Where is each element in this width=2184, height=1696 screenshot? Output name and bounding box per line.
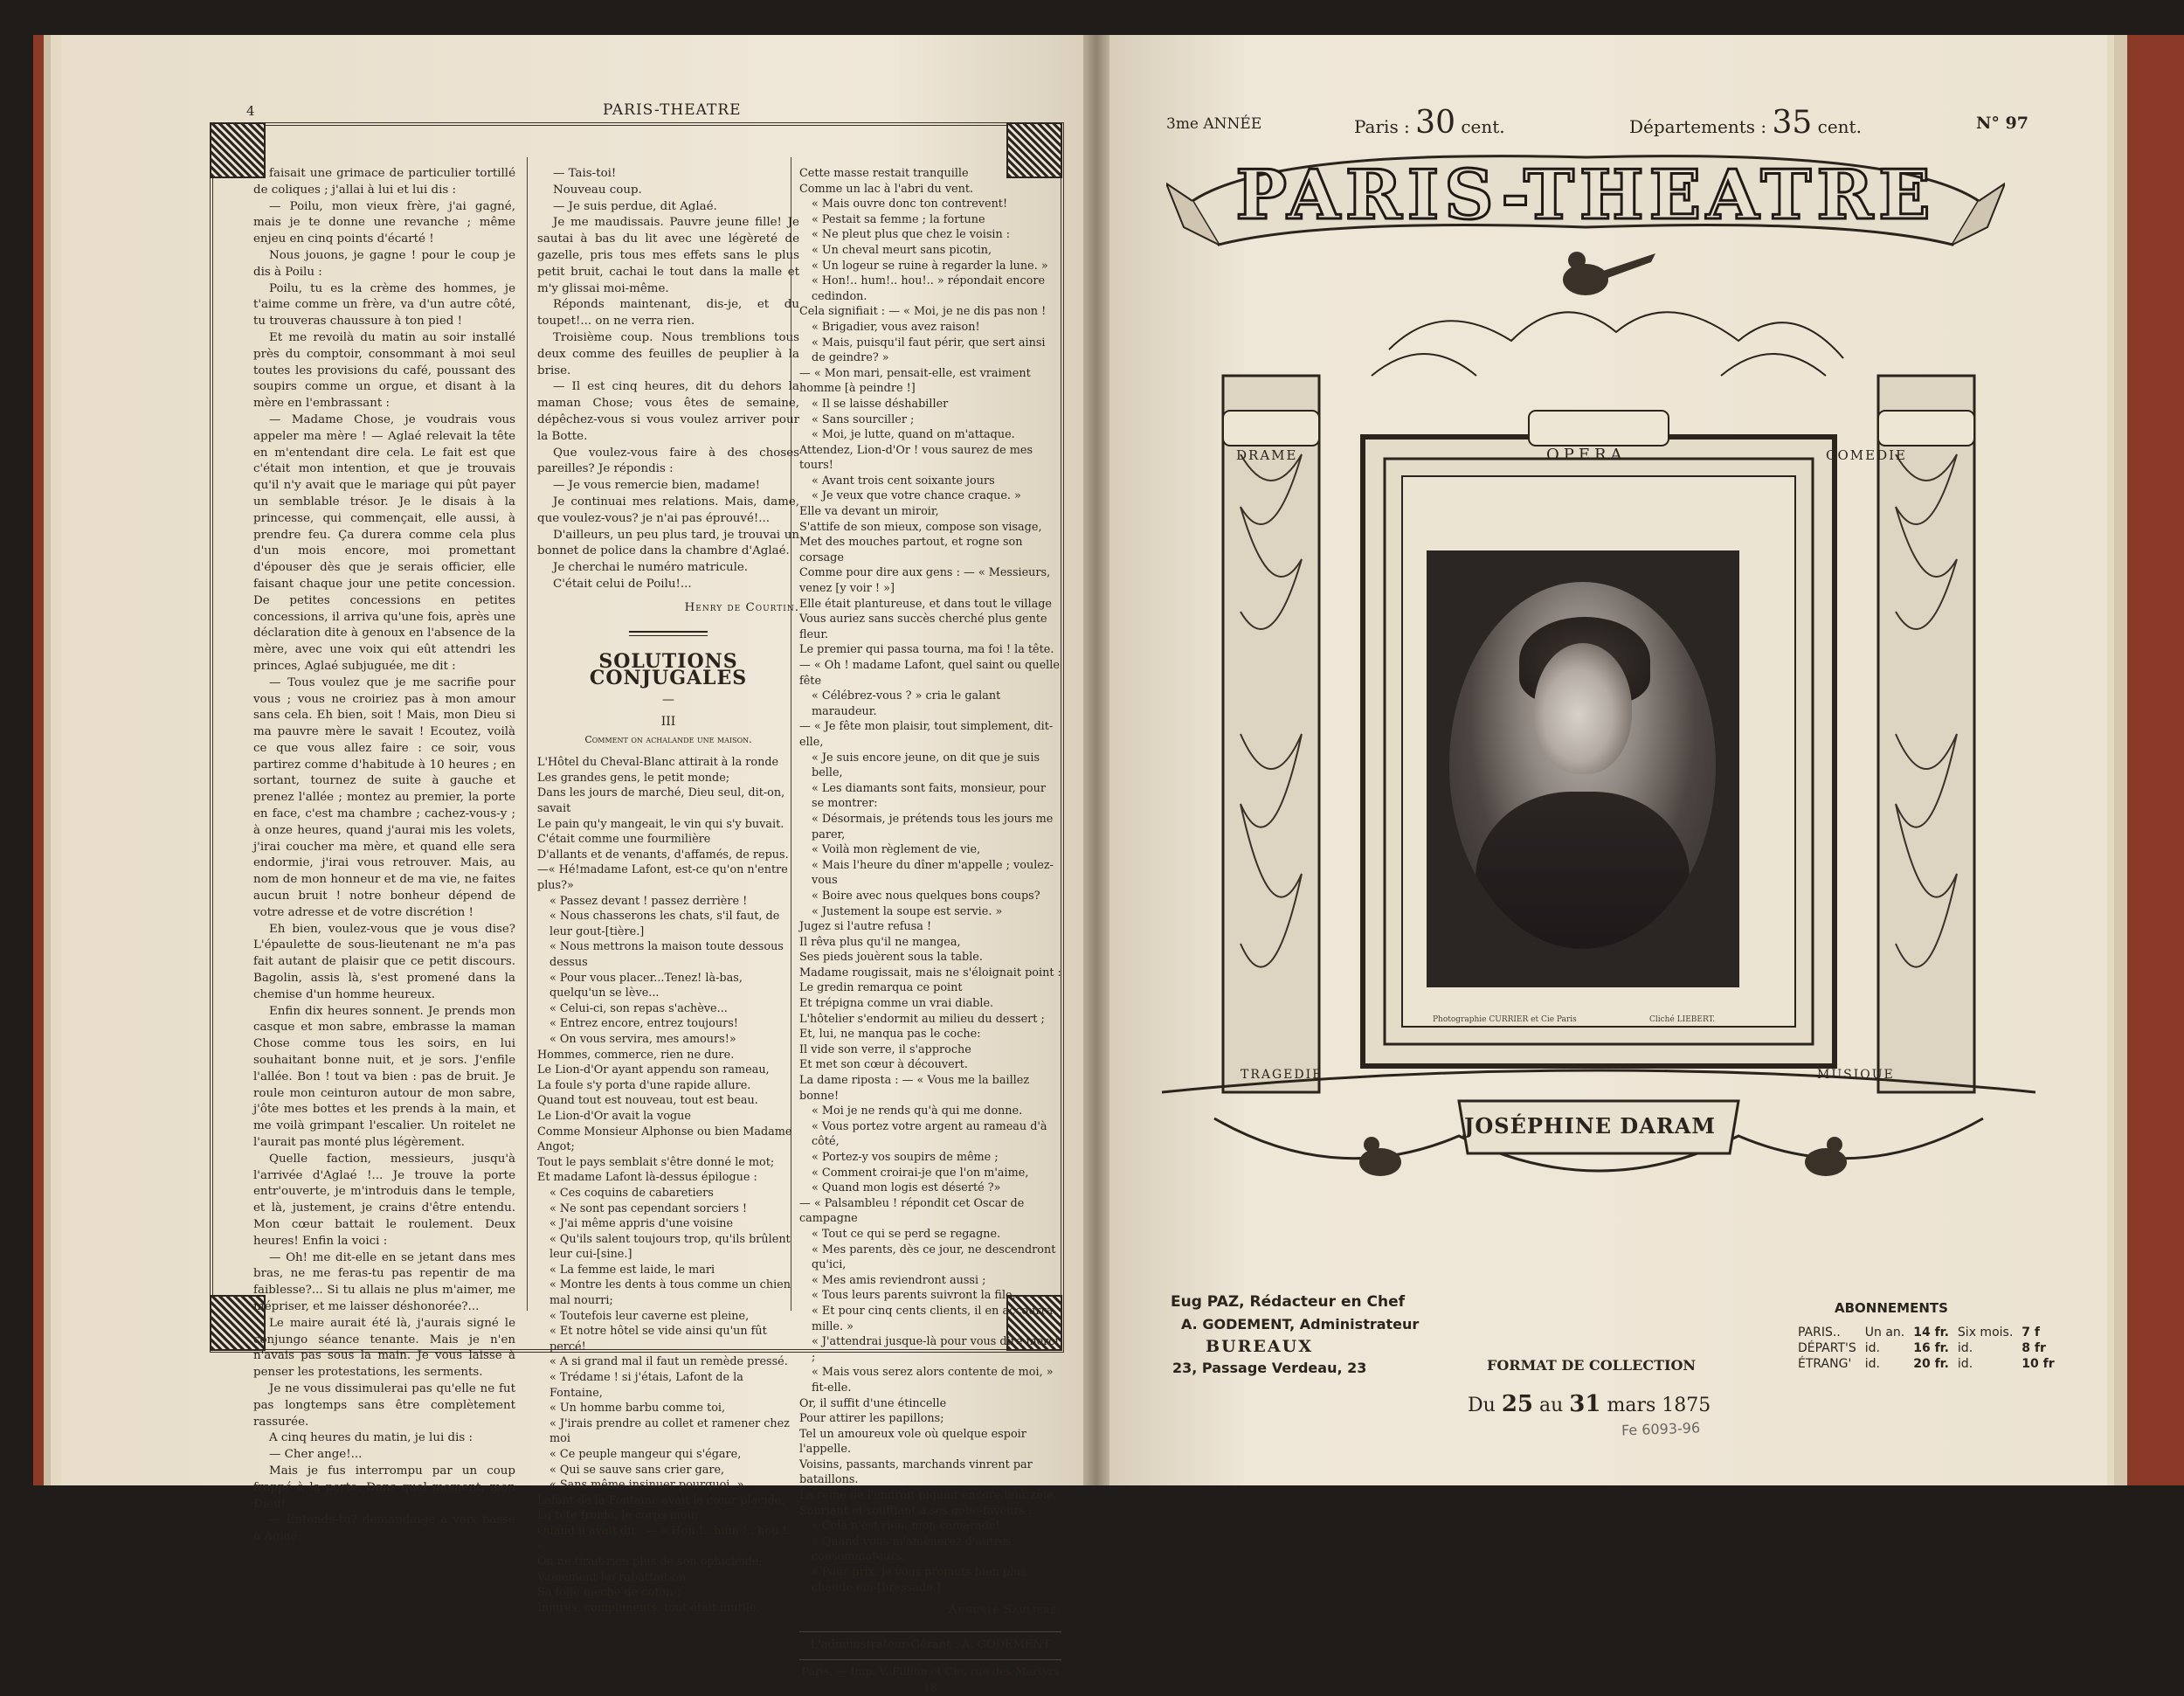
- poem-byline: Auguste Saulière.: [949, 1603, 1061, 1617]
- poem-line: « Moi, je lutte, quand on m'attaque.: [812, 428, 1015, 442]
- subscription-cell: DÉPART'S: [1798, 1341, 1856, 1355]
- poem-line: Comme un lac à l'abri du vent.: [799, 182, 974, 196]
- story-paragraph: Enfin dix heures sonnent. Je prends mon casque et mon sabre, embrasse la maman Chose comme tous les soirs, en lui souhaitant bonne nuit, et je sors. J'enfile l'allée. Bon ! tout va bien : pas de bruit. Je roule mon ceinturon autour de mon sabre, j'ôte mes bottes et les prends à la main, et me voilà grimpant l'escalier. Un roitelet ne l'aurait pas monté plus légèrement.: [253, 1004, 515, 1150]
- story-paragraph: Je continuai mes relations. Mais, dame, que voulez-vous? je n'ai pas éprouvé!...: [537, 495, 799, 525]
- poem-line: « Vous portez votre argent au rameau d'à côté,: [812, 1119, 1047, 1149]
- poem-line: Le pain qu'y mangeait, le vin qui s'y buvait.: [537, 817, 784, 831]
- price-dep-label: Départements :: [1629, 116, 1767, 137]
- poem-line: « Mes parents, dès ce jour, ne descendront qu'ici,: [812, 1243, 1056, 1272]
- poem-line: S'attife de son mieux, compose son visage,: [799, 520, 1042, 534]
- poem-part-2: [799, 166, 1061, 1596]
- dates-to: 31: [1569, 1391, 1601, 1417]
- year-label: 3me ANNÉE: [1166, 115, 1262, 133]
- poem-line: « Célébrez-vous ? » cria le galant maraudeur.: [812, 689, 1001, 718]
- poem-line: « Et pour cinq cents clients, il en accourra mille. »: [812, 1304, 1054, 1333]
- subscription-cell: id.: [1957, 1341, 1973, 1355]
- price-paris-label: Paris :: [1354, 116, 1410, 137]
- story-paragraph: Que voulez-vous faire à des choses pareilles? Je répondis :: [537, 446, 799, 476]
- poem-line: Pour attirer les papillons;: [799, 1412, 944, 1426]
- poem-line: « Passez devant ! passez derrière !: [549, 894, 748, 908]
- poem-line: Elle était plantureuse, et dans tout le village: [799, 597, 1052, 611]
- poem-line: « Tous leurs parents suivront la file,: [812, 1289, 1016, 1303]
- poem-line: « Il se laisse déshabiller: [812, 397, 949, 411]
- poem-line: « Mais ouvre donc ton contrevent!: [812, 197, 1008, 211]
- pencil-inventory-note: Fe 6093-96: [1621, 1419, 1701, 1439]
- poem-line: Souriant et souffiant à ses gobe-faveurs :: [799, 1504, 1033, 1518]
- poem-line: « Mes amis reviendront aussi ;: [812, 1273, 986, 1287]
- story-paragraph: C'était celui de Poilu!...: [553, 577, 692, 591]
- price-dep-value: 35: [1772, 105, 1813, 141]
- poem-line: « Pour vous placer...Tenez! là-bas, quelqu'un se lève...: [549, 971, 743, 1000]
- story-column-2-text: [537, 166, 799, 593]
- running-head: PARIS-THEATRE: [603, 101, 742, 119]
- photo-cliche: Cliché LIEBERT.: [1649, 1015, 1716, 1024]
- subscription-cell: Un an.: [1864, 1326, 1905, 1339]
- subscription-cell: 7 f: [2022, 1326, 2040, 1339]
- subscription-cell: id.: [1957, 1357, 1973, 1371]
- administrator-title: A. GODEMENT, Administrateur: [1181, 1316, 1420, 1333]
- poem-line: « Un homme barbu comme toi,: [549, 1402, 726, 1416]
- portrait-photo: [1427, 550, 1739, 987]
- poem-line: Et trépigna comme un vrai diable.: [799, 997, 994, 1011]
- poem-line: « Avant trois cent soixante jours: [812, 474, 995, 488]
- poem-line: Tout le pays semblait s'être donné le mot;: [537, 1155, 775, 1169]
- poem-line: « Mais vous serez alors contente de moi, » fit-elle.: [812, 1366, 1054, 1395]
- poem-line: « Qu'ils salent toujours trop, qu'ils brûlent leur cui-[sine.]: [549, 1232, 791, 1262]
- poem-line: Comme Monsieur Alphonse ou bien Madame Angot;: [537, 1125, 792, 1154]
- poem-line: « Voilà mon règlement de vie,: [812, 843, 981, 857]
- story-column-3: [799, 166, 1061, 1696]
- poem-line: « Sans sourciller ;: [812, 412, 915, 426]
- poem-line: Cette masse restait tranquille: [799, 167, 969, 180]
- story-paragraph: D'ailleurs, un peu plus tard, je trouvai un bonnet de police dans la chambre d'Aglaé.: [537, 528, 799, 558]
- poem-line: L'hôtelier s'endormit au milieu du dessert ;: [799, 1012, 1045, 1026]
- story-paragraph: — Oh! me dit-elle en se jetant dans mes bras, ne me feras-tu pas repentir de ma faiblesse?... Si tu allais ne plus m'aimer, me mépriser, et me laisser déshonorée?...: [253, 1250, 515, 1313]
- story-paragraph: — Je vous remercie bien, madame!: [553, 479, 761, 493]
- poem-line: On ne tirait rien plus de son ophicléide;: [537, 1555, 763, 1569]
- poem-line: « J'ai même appris d'une voisine: [549, 1217, 734, 1231]
- poem-line: « Ne pleut plus que chez le voisin :: [812, 228, 1011, 242]
- editor-line: Eug PAZ, Rédacteur en Chef: [1171, 1293, 1406, 1311]
- poem-line: Tel un amoureux vole où quelque espoir l'appelle.: [799, 1427, 1026, 1457]
- poem-line: « Ce peuple mangeur qui s'égare,: [549, 1448, 742, 1462]
- story-paragraph: Le maire aurait été là, j'aurais signé le conjungo séance tenante. Mais je n'en n'avais pas sous la main. Je vous laisse à penser les protestations, les serments.: [253, 1316, 515, 1380]
- story-paragraph: Eh bien, voulez-vous que je vous dise? L'épaulette de sous-lieutenant ne m'a pas fait autant de plaisir que ce petit discours. Bagolin, assis là, s'est promené dans la chemise d'un homme heureux.: [253, 922, 515, 1001]
- poem-line: Il rêva plus qu'il ne mangea,: [799, 935, 961, 949]
- subscription-cell: 10 fr: [2022, 1357, 2055, 1371]
- price-paris-unit: cent.: [1461, 116, 1505, 137]
- poem-line: Comme pour dire aux gens : — « Messieurs, venez [y voir ! »]: [799, 566, 1051, 596]
- poem-line: « Nous mettrons la maison toute dessous dessus: [549, 940, 784, 970]
- dates-du: Du: [1468, 1395, 1496, 1416]
- poem-line: « Pestait sa femme ; la fortune: [812, 212, 985, 226]
- story-paragraph: Je ne vous dissimulerai pas qu'elle ne fut pas longtemps sans être complètement rassurée.: [253, 1381, 515, 1429]
- subscription-row: [1798, 1340, 2063, 1356]
- subscription-cell: 8 fr: [2022, 1341, 2046, 1355]
- story-paragraph: — Cher ange!...: [269, 1448, 363, 1462]
- poem-line: Les grandes gens, le petit monde;: [537, 771, 730, 785]
- subscriptions-rows: [1798, 1325, 2063, 1372]
- portrait-name: JOSÉPHINE DARAM: [1464, 1113, 1716, 1139]
- poem-line: « Ces coquins de cabaretiers: [549, 1186, 714, 1200]
- poem-line: Voisins, passants, marchands vinrent par bataillons.: [799, 1457, 1033, 1487]
- story-paragraph: — Tous voulez que je me sacrifie pour vous ; vous ne croiriez pas à mon amour sans cela. Eh bien, soit ! Mais, mon Dieu si ma pauvre mère le savait ! Ecoutez, voilà ce que vous allez faire : ce soir, vous partirez comme d'habitude à 10 heures ; en sortant, tournez de suite à gauche et prenez l'allée ; montez au premier, la porte en face, c'est ma chambre ; cachez-vous-y ; à onze heures, quand j'aurai mis les volets, j'irai coucher ma mère, et quand elle sera endormie, j'irai vous retrouver. Mais, au nom de mon honneur et de ma vie, ne faites aucun bruit ! notre bonheur dépend de votre adresse et de votre discrétion !: [253, 675, 515, 919]
- story-paragraph: Poilu, tu es la crème des hommes, je t'aime comme un frère, va d'un autre côté, tu trouveras chaussure à ton pied !: [253, 281, 515, 329]
- section-title: SOLUTIONS CONJUGALES: [589, 650, 748, 690]
- poem-line: Vainement lui rabattait-on: [537, 1570, 687, 1584]
- subscriptions-table: [1798, 1300, 2063, 1372]
- poem-line: « Quand mon logis est déserté ?»: [812, 1181, 1001, 1195]
- poem-line: « A si grand mal il faut un remède pressé.: [549, 1355, 788, 1369]
- poem-line: Et met son cœur à découvert.: [799, 1058, 969, 1072]
- poem-line: La tête froide, le corps mou;: [537, 1509, 699, 1523]
- story-paragraph: Quelle faction, messieurs, jusqu'à l'arrivée d'Aglaé !... Je trouve la porte entr'ouverte, je m'introduis dans le temple, et là, justement, je crains d'être entendu. Mon cœur battait le roulement. Deux heures! Enfin la voici :: [253, 1152, 515, 1248]
- poem-line: Le Lion-d'Or avait la vogue: [537, 1109, 691, 1123]
- poem-line: Attendez, Lion-d'Or ! vous saurez de mes tours!: [799, 443, 1033, 473]
- story-paragraph: Je cherchai le numéro matricule.: [553, 561, 749, 575]
- poem-line: « Toutefois leur caverne est pleine,: [549, 1309, 750, 1323]
- poem-line: — « Je fête mon plaisir, tout simplement, dit-elle,: [799, 720, 1054, 749]
- poem-line: —« Hé!madame Lafont, est-ce qu'on n'entre plus?»: [537, 863, 788, 893]
- story-paragraph: — Tais-toi!: [553, 167, 617, 180]
- poem-line: — « Palsambleu ! répondit cet Oscar de campagne: [799, 1196, 1025, 1226]
- subscription-cell: 14 fr.: [1913, 1326, 1949, 1339]
- poem-line: Injures, compliments, tout était inutile.: [537, 1601, 760, 1615]
- poem-line: « Désormais, je prétends tous les jours me parer,: [812, 812, 1054, 841]
- poem-line: Ses pieds jouèrent sous la table.: [799, 951, 983, 965]
- poem-line: « Ne sont pas cependant sorciers !: [549, 1201, 748, 1215]
- page-number: 4: [246, 103, 255, 119]
- story-paragraph: Mais je fus interrompu par un coup frappé à la porte. Dans quel moment, mon Dieu!: [253, 1464, 515, 1511]
- poem-line: « J'attendrai jusque-là pour vous dire merci ;: [812, 1335, 1059, 1364]
- subscription-cell: 16 fr.: [1913, 1341, 1949, 1355]
- story-paragraph: Troisième coup. Nous tremblions tous deux comme des feuilles de peuplier à la brise.: [537, 330, 799, 377]
- poem-line: « Je suis encore jeune, on dit que je suis belle,: [812, 751, 1040, 780]
- printer-line: Paris. — Imp. V. Fillion et Cie, rue des Martyrs 18: [799, 1659, 1061, 1696]
- poem-line: « On vous servira, mes amours!»: [549, 1032, 736, 1046]
- poem-line: La foule s'y porta d'une rapide allure.: [537, 1078, 751, 1092]
- masthead-title: PARIS-THEATRE: [1235, 156, 1936, 235]
- address-line: 23, Passage Verdeau, 23: [1172, 1360, 1367, 1376]
- poem-line: « Sans même insinuer pourquoi. »: [549, 1478, 744, 1492]
- subscription-row: [1798, 1356, 2063, 1372]
- story-column-2: [537, 166, 799, 1616]
- poem-line: « Montre les dents à tous comme un chien mal nourri;: [549, 1278, 791, 1308]
- label-tragedie: TRAGEDIE: [1241, 1068, 1324, 1082]
- portrait-oval: [1449, 582, 1716, 949]
- story-paragraph: Réponds maintenant, dis-je, et du toupet!... on ne verra rien.: [537, 298, 799, 329]
- poem-line: Elle va devant un miroir,: [799, 505, 939, 519]
- price-paris-value: 30: [1415, 105, 1455, 141]
- column-rule: [527, 157, 528, 1311]
- poem-line: « La femme est laide, le mari: [549, 1263, 715, 1277]
- poem-line: « Brigadier, vous avez raison!: [812, 320, 980, 334]
- administrator-line: L'administrateur-Gérant : A. GODEMENT: [799, 1631, 1061, 1654]
- photo-credit: Photographie CURRIER et Cie Paris: [1433, 1015, 1577, 1024]
- poem-part-1: [537, 755, 799, 1616]
- poem-line: Et madame Lafont là-dessus épilogue :: [537, 1171, 757, 1185]
- poem-line: « Boire avec nous quelques bons coups?: [812, 889, 1040, 903]
- section-dash: —: [662, 692, 674, 707]
- subscription-cell: ÉTRANG': [1798, 1357, 1852, 1371]
- dates-from: 25: [1501, 1391, 1533, 1417]
- poem-line: « Nous chasserons les chats, s'il faut, de leur gout-[tière.]: [549, 910, 780, 938]
- poem-line: « Celui-ci, son repas s'achève...: [549, 1001, 728, 1015]
- subscription-row: [1798, 1325, 2063, 1340]
- story-paragraph: Je me maudissais. Pauvre jeune fille! Je sautai à bas du lit avec une légèreté de gazelle, pris tous mes effets sans le plus petit bruit, cachai le tout dans la malle et m'y glissai moi-même.: [537, 216, 799, 295]
- subscription-cell: PARIS..: [1798, 1326, 1841, 1339]
- poem-line: Or, il suffit d'une étincelle: [799, 1396, 947, 1410]
- poem-line: Lafont de la Fontaine avait le cœur placide,: [537, 1493, 785, 1507]
- bureaux-label: BUREAUX: [1206, 1337, 1313, 1356]
- poem-line: Madame rougissait, mais ne s'éloignait point :: [799, 966, 1061, 980]
- poem-line: L'Hôtel du Cheval-Blanc attirait à la ronde: [537, 756, 779, 770]
- story-paragraph: — Je suis perdue, dit Aglaé.: [553, 199, 717, 213]
- subscriptions-head: ABONNEMENTS: [1835, 1300, 1948, 1316]
- label-drame: DRAME: [1236, 447, 1298, 463]
- section-subtitle: Comment on achalande une maison.: [584, 733, 752, 745]
- book-gutter: [1083, 35, 1109, 1485]
- poem-line: La reine de l'endroit piquait encore leur zèle,: [799, 1489, 1057, 1503]
- story-paragraph: faisait une grimace de particulier tortillé de coliques ; j'allai à lui et lui dis :: [253, 167, 515, 197]
- poem-line: « Justement la soupe est servie. »: [812, 904, 1003, 918]
- poem-line: « Qui se sauve sans crier gare,: [549, 1463, 725, 1477]
- format-label: FORMAT DE COLLECTION: [1487, 1357, 1697, 1374]
- label-comedie: COMEDIE: [1826, 447, 1907, 463]
- poem-line: Quand tout est nouveau, tout est beau.: [537, 1094, 758, 1108]
- poem-line: Il vide son verre, il s'approche: [799, 1042, 971, 1056]
- poem-line: « Portez-y vos soupirs de même ;: [812, 1151, 999, 1164]
- story-column-1: [253, 166, 515, 1546]
- poem-line: Met des mouches partout, et rogne son corsage: [799, 536, 1023, 564]
- portrait-face: [1534, 643, 1632, 774]
- poem-line: « Pour prix, je vous promets bien plus chaude em-[brassade.]: [812, 1566, 1027, 1595]
- poem-line: Le Lion-d'Or ayant appendu son rameau,: [537, 1063, 770, 1077]
- poem-line: La dame riposta : — « Vous me la baillez bonne!: [799, 1074, 1030, 1103]
- poem-line: « Tout ce qui se perd se regagne.: [812, 1227, 1001, 1241]
- poem-line: « Mais, puisqu'il faut périr, que sert ainsi de geindre? »: [812, 336, 1046, 365]
- poem-line: « Hon!.. hum!.. hou!.. » répondait encore cedindon.: [812, 274, 1046, 303]
- poem-line: « Les diamants sont faits, monsieur, pour se montrer:: [812, 781, 1046, 811]
- section-number: III: [660, 714, 676, 729]
- story-byline: Henry de Courtin.: [684, 600, 799, 614]
- poem-line: « Un cheval meurt sans picotin,: [812, 243, 992, 257]
- poem-line: Le premier qui passa tourna, ma foi ! la tête.: [799, 643, 1054, 657]
- subscription-cell: Six mois.: [1957, 1326, 2014, 1339]
- poem-line: — « Oh ! madame Lafont, quel saint ou quelle fête: [799, 659, 1060, 688]
- price-dep-unit: cent.: [1817, 116, 1862, 137]
- subscription-cell: 20 fr.: [1913, 1357, 1949, 1371]
- poem-line: C'était comme une fourmilière: [537, 833, 711, 847]
- story-paragraph: — Madame Chose, je voudrais vous appeler ma mère ! — Aglaé relevait la tête en m'entendant dire cela. Le fait est que c'était mon intention, et que je trouvais qu'il n'y avait que le mariage qui pût payer un semblable trésor. Je le disais à la princesse, qui commençait, elle aussi, à prendre feu. Ça durera comme cela plus d'un mois encore, moi promettant d'épouser dès que je serais officier, elle faisant chaque jour une petite concession. De petites concessions en petites concessions, il arriva qu'une fois, après une déclaration dite à genoux en l'absence de la mère, avec une voix qui eût attendri les princes, Aglaé subjuguée, me dit :: [253, 412, 515, 673]
- poem-line: Hommes, commerce, rien ne dure.: [537, 1048, 735, 1062]
- dates-au: au: [1539, 1395, 1564, 1416]
- label-musique: MUSIQUE: [1817, 1068, 1895, 1082]
- poem-line: « J'irais prendre au collet et ramener chez moi: [549, 1416, 790, 1446]
- poem-line: « Comment croirai-je que l'on m'aime,: [812, 1166, 1029, 1180]
- poem-line: Jugez si l'autre refusa !: [799, 920, 932, 934]
- story-paragraph: Nouveau coup.: [553, 183, 642, 197]
- poem-line: Cela signifiait : — « Moi, je ne dis pas non !: [799, 305, 1047, 319]
- poem-line: « Un logeur se ruine à regarder la lune. »: [812, 259, 1048, 273]
- poem-line: Le gredin remarqua ce point: [799, 981, 963, 995]
- poem-line: « Je veux que votre chance craque. »: [812, 489, 1021, 503]
- subscription-cell: id.: [1864, 1357, 1880, 1371]
- poem-line: « Cela n'est rien, mon camarade!: [812, 1519, 1000, 1533]
- poem-line: « Entrez encore, entrez toujours!: [549, 1017, 738, 1031]
- poem-line: D'allants et de venants, d'affamés, de repus.: [537, 848, 789, 862]
- story-paragraph: Nous jouons, je gagne ! pour le coup je dis à Poilu :: [253, 248, 515, 279]
- poem-line: — « Mon mari, pensait-elle, est vraiment homme [à peindre !]: [799, 366, 1031, 396]
- poem-line: Quand il avait dit : — « Hon !.. hum !.. hou !.. »: [537, 1524, 794, 1554]
- poem-line: « Mais l'heure du dîner m'appelle ; voulez-vous: [812, 858, 1054, 888]
- poem-line: « Moi je ne rends qu'à qui me donne.: [812, 1104, 1023, 1118]
- story-paragraph: Et me revoilà du matin au soir installé près du comptoir, consommant à moi seul toutes les provisions du café, poussant des soupirs comme un orgue, et disant à la mère en l'embrassant :: [253, 330, 515, 411]
- story-paragraph: — Entends-tu? demandai-je à voix basse à Aglaé.: [253, 1513, 515, 1544]
- section-divider: [537, 626, 799, 642]
- poem-line: Sa folle mèche de coton :: [537, 1586, 681, 1600]
- poem-line: Et, lui, ne manqua pas le coche:: [799, 1028, 981, 1042]
- issue-number: N° 97: [1976, 114, 2028, 133]
- issue-dates: [1468, 1391, 1711, 1417]
- poem-line: « Et notre hôtel se vide ainsi qu'un fût percé!: [549, 1325, 767, 1353]
- poem-line: Vous auriez sans succès cherché plus gente fleur.: [799, 613, 1047, 641]
- story-paragraph: — Poilu, mon vieux frère, j'ai gagné, mais je te donne une revanche ; même enjeu en cinq points d'écarté !: [253, 199, 515, 246]
- poem-line: « Trédame ! si j'étais, Lafont de la Fontaine,: [549, 1371, 743, 1400]
- label-opera: OPERA: [1546, 446, 1627, 464]
- story-paragraph: — Il est cinq heures, dit du dehors la maman Chose; vous êtes de semaine, dépêchez-vous si vous voulez arriver pour la Botte.: [537, 380, 799, 443]
- poem-line: « Quand vous m'amènerez d'autres consommateurs,: [812, 1534, 1012, 1564]
- dates-month: mars 1875: [1607, 1395, 1711, 1416]
- poem-line: Dans les jours de marché, Dieu seul, dit-on, savait: [537, 786, 785, 816]
- story-paragraph: A cinq heures du matin, je lui dis :: [269, 1431, 473, 1445]
- portrait-body: [1476, 792, 1690, 949]
- subscription-cell: id.: [1864, 1341, 1880, 1355]
